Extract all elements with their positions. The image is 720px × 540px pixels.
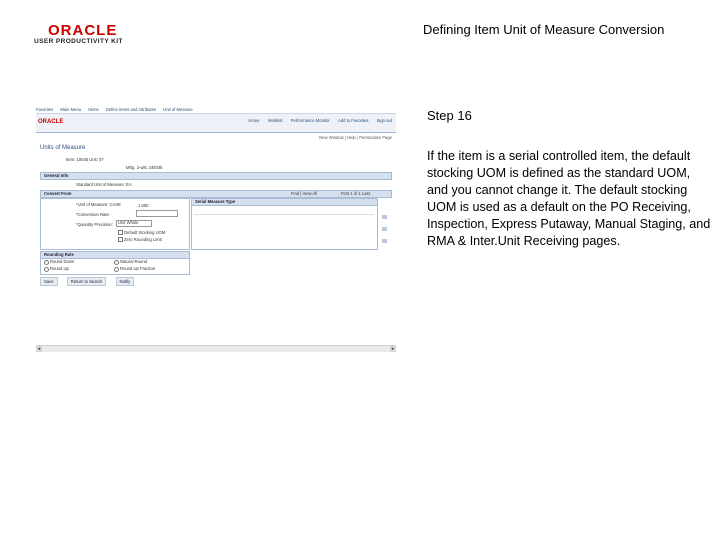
return-to-search-button[interactable]: Return to Search [67, 277, 107, 286]
horizontal-scrollbar[interactable] [36, 345, 396, 352]
item-description: Mfrg. 2-wkt. Skt/Stk [126, 165, 163, 170]
add-row-icon[interactable] [382, 239, 387, 243]
grid-pager[interactable]: First 1 of 1 Last [341, 191, 370, 196]
step-description: If the item is a serial controlled item, the default stocking UOM is defined as the standard UOM, and you cannot change it. The default stocking UOM is used as a default on the PO Receiving, Inspection, Express Putaway, Manual Staging, and RMA & Inter.Unit Receiving pages. [427, 149, 711, 248]
header-link[interactable]: Sign out [376, 118, 392, 123]
uom-section-header [40, 190, 392, 198]
grid-title: Serial Measure Type [195, 199, 236, 204]
rounding-rule-header [40, 251, 190, 259]
default-stocking-uom-checkbox[interactable] [118, 230, 123, 235]
header-links [241, 118, 392, 123]
app-brand: ORACLE [38, 119, 64, 125]
grid-nav[interactable]: Find | View All [291, 191, 318, 196]
uom-label: *Unit of Measure: CASE [76, 202, 121, 207]
item-info: Item: 10045 Unit: 07 [66, 157, 104, 162]
scroll-right-icon[interactable]: ▸ [391, 346, 395, 352]
radio-label: Round Up Fraction [120, 266, 156, 271]
quantity-precision-value: Unit Whole [118, 220, 139, 225]
natural-round-radio[interactable] [114, 260, 119, 265]
logo-subtitle: USER PRODUCTIVITY KIT [34, 38, 123, 45]
grid-row[interactable] [194, 208, 374, 215]
page-utility-links[interactable]: New Window | Help | Personalize Page [319, 135, 392, 140]
checkbox-label: Zero Rounding Limit [124, 237, 162, 242]
breadcrumb-item[interactable]: Define Items and Attributes [105, 107, 156, 112]
app-header [36, 114, 396, 133]
conversion-rate-input[interactable] [136, 210, 178, 217]
section-header [40, 172, 392, 180]
breadcrumb-item[interactable]: Main Menu [60, 107, 82, 112]
header-link[interactable]: Add to Favorites [337, 118, 369, 123]
radio-label: Natural Round [120, 259, 148, 264]
breadcrumb-item[interactable]: Unit of Measure [163, 107, 193, 112]
save-button[interactable]: Save [40, 277, 58, 286]
radio-label: Round Up [50, 266, 69, 271]
row-action-icons [382, 215, 387, 251]
embedded-screenshot [36, 105, 396, 353]
page-title: Units of Measure [40, 145, 86, 151]
checkbox-label: Default Stocking UOM [124, 230, 166, 235]
delete-row-icon[interactable] [382, 227, 387, 231]
zero-rounding-checkbox[interactable] [118, 237, 123, 242]
round-down-radio[interactable] [44, 260, 49, 265]
standard-uom: Standard Unit of Measure: EA [76, 182, 132, 187]
round-up-radio[interactable] [44, 267, 49, 272]
oracle-upk-logo [34, 22, 144, 50]
add-row-icon[interactable] [382, 215, 387, 219]
round-up-fraction-radio[interactable] [114, 267, 119, 272]
section-title: Rounding Rule [44, 252, 74, 257]
logo-brand: ORACLE [48, 22, 118, 39]
section-title: Convert From [44, 191, 72, 196]
notify-button[interactable]: Notify [116, 277, 135, 286]
conversion-rate-label: *Conversion Rate: [76, 212, 110, 217]
grid-header [191, 198, 378, 206]
page-actions [40, 277, 142, 286]
conversion-rate-value: 1.000 [138, 203, 149, 208]
breadcrumb-item[interactable]: Items [88, 107, 99, 112]
radio-label: Round Down [50, 259, 75, 264]
header-link[interactable]: Performance Monitor [290, 118, 330, 123]
breadcrumb-item[interactable]: Favorites [36, 107, 54, 112]
document-title: Defining Item Unit of Measure Conversion [423, 22, 665, 37]
scroll-left-icon[interactable]: ◂ [37, 346, 41, 352]
breadcrumb [36, 105, 396, 114]
header-link[interactable]: Worklist [267, 118, 283, 123]
header-link[interactable]: Home [248, 118, 260, 123]
step-label: Step 16 [427, 108, 472, 123]
section-title: General Info [44, 173, 69, 178]
quantity-precision-label: *Quantity Precision: [76, 222, 113, 227]
